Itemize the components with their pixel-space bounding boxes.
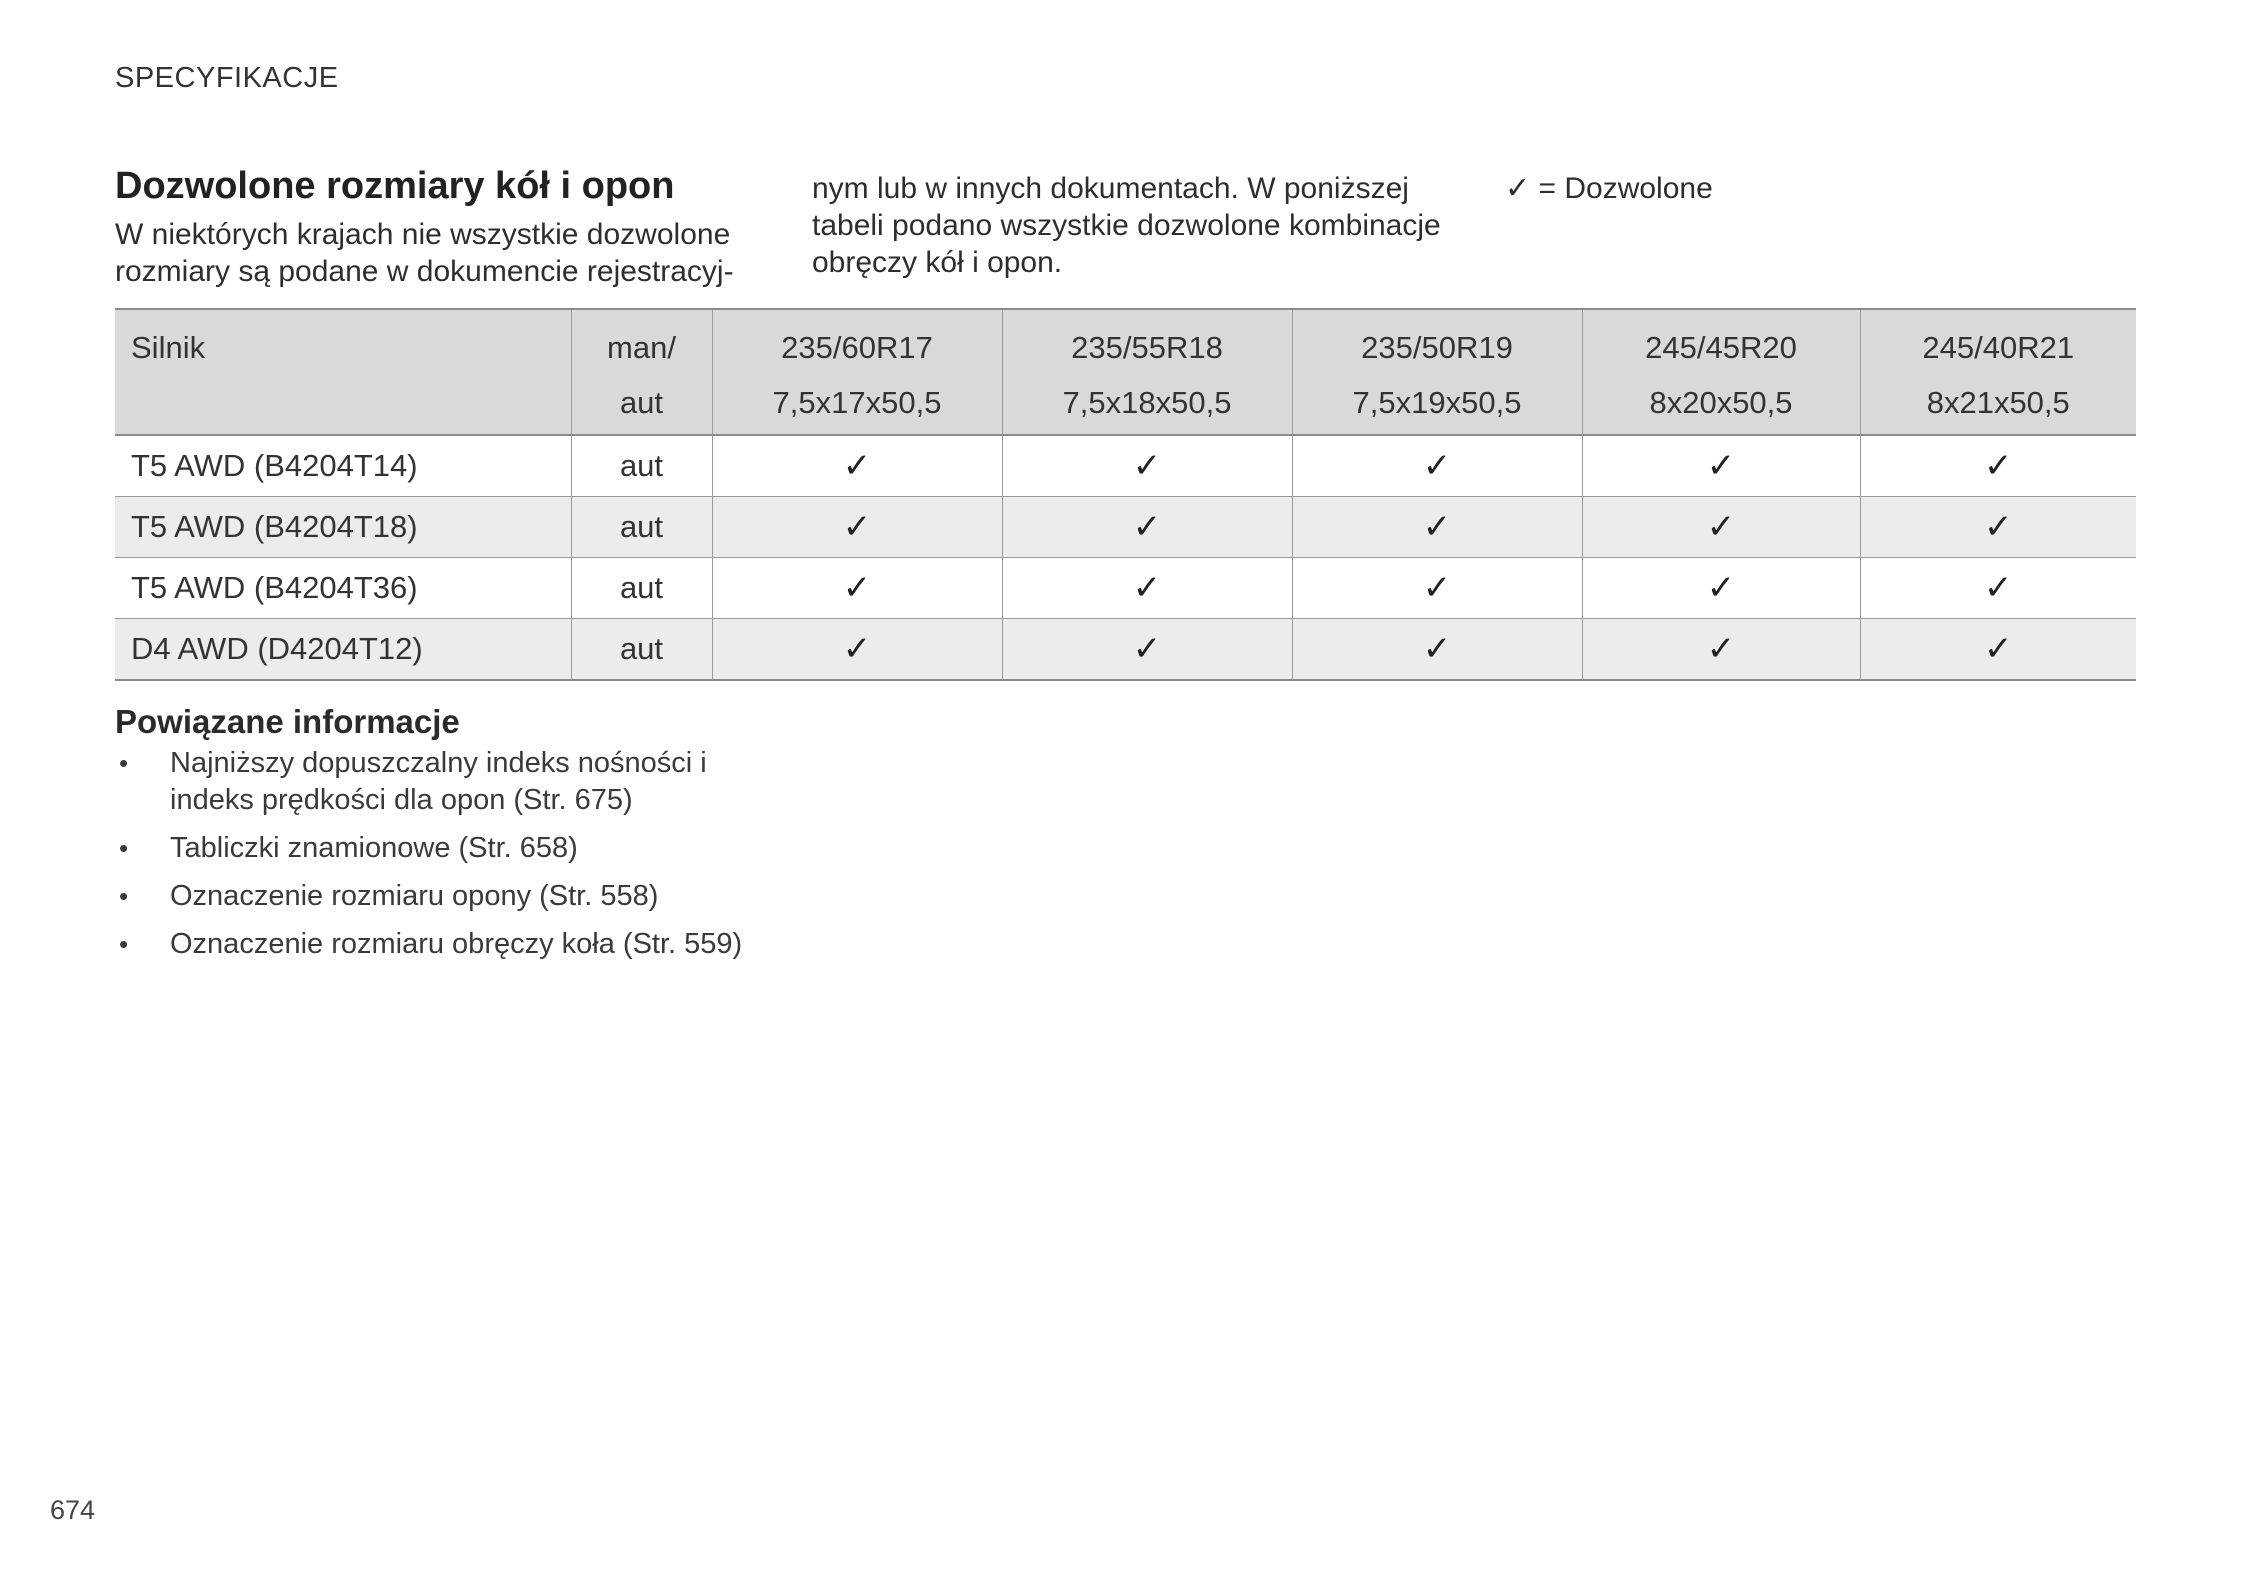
rim-size: 7,5x19x50,5 [1352, 385, 1522, 420]
engine-cell: D4 AWD (D4204T12) [115, 619, 571, 681]
engine-cell: T5 AWD (B4204T36) [115, 558, 571, 619]
check-icon: ✓ [712, 619, 1002, 681]
related-link-text: Tabliczki znamionowe (Str. 658) [170, 832, 578, 864]
check-icon: ✓ [1002, 619, 1292, 681]
related-link[interactable] [115, 830, 795, 867]
page-number: 674 [50, 1495, 96, 1525]
check-icon: ✓ [712, 558, 1002, 619]
rim-size: 7,5x18x50,5 [1062, 385, 1232, 420]
header-trans-line: man/ [607, 330, 676, 365]
check-icon: ✓ [1860, 619, 2136, 681]
check-icon: ✓ [1292, 619, 1582, 681]
header-trans-line: aut [619, 385, 664, 420]
check-icon: ✓ [1002, 435, 1292, 497]
check-icon: ✓ [1860, 435, 2136, 497]
intro-line: rozmiary są podane w dokumencie rejestracyj- [115, 255, 734, 288]
rim-size: 7,5x17x50,5 [772, 385, 942, 420]
intro-line: tabeli podano wszystkie dozwolone kombinacje [812, 209, 1441, 242]
check-icon: ✓ [712, 497, 1002, 558]
rim-size: 8x20x50,5 [1649, 385, 1793, 420]
header-size-1 [712, 309, 1002, 435]
rim-size: 8x21x50,5 [1926, 385, 2070, 420]
header-size-5 [1860, 309, 2136, 435]
check-icon: ✓ [1002, 558, 1292, 619]
header-engine: Silnik [115, 309, 571, 435]
engine-cell: T5 AWD (B4204T14) [115, 435, 571, 497]
related-link-text: Oznaczenie rozmiaru obręczy koła (Str. 559) [170, 928, 743, 960]
check-icon: ✓ [1582, 435, 1860, 497]
related-info-heading: Powiązane informacje [115, 703, 460, 740]
related-link-text: indeks prędkości dla opon (Str. 675) [170, 784, 633, 816]
intro-paragraph-part2 [812, 170, 1452, 281]
check-icon: ✓ [1505, 172, 1531, 205]
header-transmission [571, 309, 712, 435]
transmission-cell: aut [571, 619, 712, 681]
intro-line: nym lub w innych dokumentach. W poniższej [812, 172, 1409, 205]
tire-size: 235/60R17 [781, 330, 933, 365]
legend-text: = Dozwolone [1538, 172, 1713, 205]
table-header-row [115, 309, 2136, 435]
related-link[interactable] [115, 926, 795, 963]
check-icon: ✓ [1582, 619, 1860, 681]
intro-line: obręczy kół i opon. [812, 246, 1063, 279]
bullet-icon: • [119, 881, 129, 911]
check-icon: ✓ [1002, 497, 1292, 558]
related-link[interactable] [115, 745, 795, 819]
related-link-text: Oznaczenie rozmiaru opony (Str. 558) [170, 880, 659, 912]
table-row [115, 558, 2136, 619]
check-icon: ✓ [1860, 497, 2136, 558]
tire-size: 245/45R20 [1645, 330, 1797, 365]
tire-size-table [115, 308, 2136, 681]
check-icon: ✓ [712, 435, 1002, 497]
check-icon: ✓ [1860, 558, 2136, 619]
table-row [115, 435, 2136, 497]
transmission-cell: aut [571, 435, 712, 497]
page-title: Dozwolone rozmiary kół i opon [115, 165, 675, 207]
check-icon: ✓ [1582, 558, 1860, 619]
transmission-cell: aut [571, 558, 712, 619]
table-row [115, 497, 2136, 558]
section-label: SPECYFIKACJE [115, 62, 339, 94]
bullet-icon: • [119, 929, 129, 959]
related-info-list [115, 745, 795, 974]
intro-line: W niektórych krajach nie wszystkie dozwolone [115, 218, 731, 251]
check-icon: ✓ [1292, 497, 1582, 558]
related-link-text: Najniższy dopuszczalny indeks nośności i [170, 747, 707, 779]
engine-cell: T5 AWD (B4204T18) [115, 497, 571, 558]
tire-size: 245/40R21 [1922, 330, 2075, 365]
tire-size: 235/55R18 [1071, 330, 1223, 365]
check-icon: ✓ [1292, 435, 1582, 497]
header-size-2 [1002, 309, 1292, 435]
check-icon: ✓ [1582, 497, 1860, 558]
tire-size: 235/50R19 [1361, 330, 1513, 365]
check-icon: ✓ [1292, 558, 1582, 619]
bullet-icon: • [119, 833, 129, 863]
intro-paragraph-part1 [115, 216, 735, 290]
legend [1505, 170, 1713, 207]
table-row [115, 619, 2136, 681]
header-size-3 [1292, 309, 1582, 435]
header-size-4 [1582, 309, 1860, 435]
related-link[interactable] [115, 878, 795, 915]
bullet-icon: • [119, 748, 129, 778]
transmission-cell: aut [571, 497, 712, 558]
